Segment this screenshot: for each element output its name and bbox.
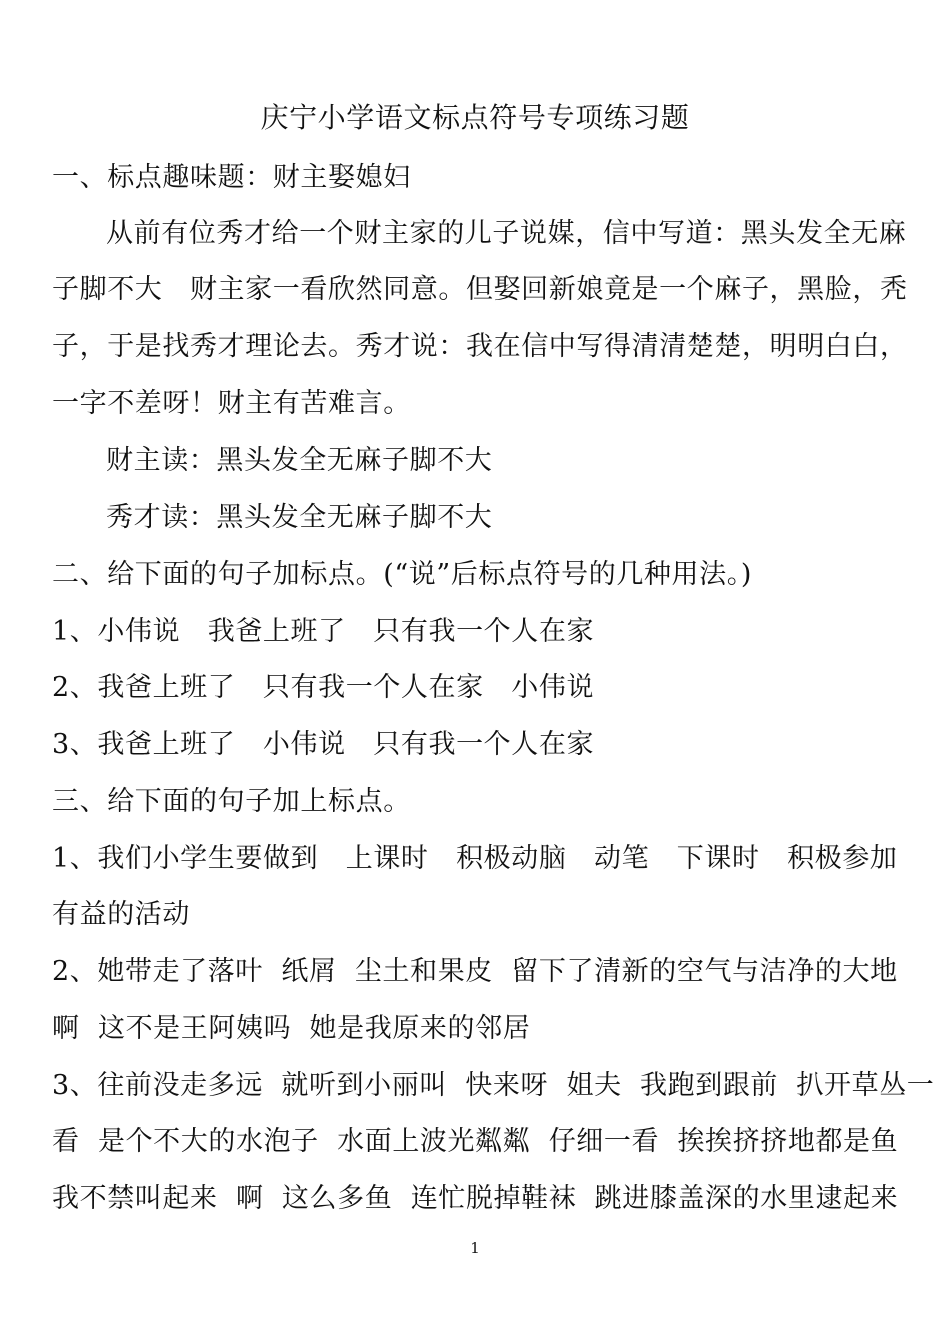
section-3-line-1: 1、我们小学生要做到 上课时 积极动脑 动笔 下课时 积极参加 xyxy=(52,843,898,874)
section-3-line-5: 3、往前没走多远 就听到小丽叫 快来呀 姐夫 我跑到跟前 扒开草丛一 xyxy=(52,1070,935,1101)
story-line-1: 从前有位秀才给一个财主家的儿子说媒，信中写道：黑头发全无麻 xyxy=(106,218,907,249)
story-line-2: 子脚不大 财主家一看欣然同意。但娶回新娘竟是一个麻子，黑脸，秃 xyxy=(52,274,908,305)
scholar-reading: 秀才读：黑头发全无麻子脚不大 xyxy=(106,502,493,533)
story-line-4: 一字不差呀！财主有苦难言。 xyxy=(52,388,411,419)
section-2-item-3: 3、我爸上班了 小伟说 只有我一个人在家 xyxy=(52,729,595,760)
document-title: 庆宁小学语文标点符号专项练习题 xyxy=(260,101,690,134)
section-3-line-4: 啊 这不是王阿姨吗 她是我原来的邻居 xyxy=(52,1013,531,1044)
section-3-line-6: 看 是个不大的水泡子 水面上波光粼粼 仔细一看 挨挨挤挤地都是鱼 xyxy=(52,1126,899,1157)
section-2-heading: 二、给下面的句子加标点。(“说”后标点符号的几种用法。) xyxy=(52,559,752,590)
section-2-item-2: 2、我爸上班了 只有我一个人在家 小伟说 xyxy=(52,672,595,703)
section-3-line-7: 我不禁叫起来 啊 这么多鱼 连忙脱掉鞋袜 跳进膝盖深的水里逮起来 xyxy=(52,1183,899,1214)
section-1-heading: 一、标点趣味题：财主娶媳妇 xyxy=(52,162,411,193)
landlord-reading: 财主读：黑头发全无麻子脚不大 xyxy=(106,445,493,476)
section-3-heading: 三、给下面的句子加上标点。 xyxy=(52,786,411,817)
section-3-line-2: 有益的活动 xyxy=(52,899,190,930)
story-line-3: 子，于是找秀才理论去。秀才说：我在信中写得清清楚楚，明明白白， xyxy=(52,331,908,362)
section-3-line-3: 2、她带走了落叶 纸屑 尘土和果皮 留下了清新的空气与洁净的大地 xyxy=(52,956,898,987)
section-2-item-1: 1、小伟说 我爸上班了 只有我一个人在家 xyxy=(52,616,595,647)
page-number: 1 xyxy=(470,1239,480,1257)
